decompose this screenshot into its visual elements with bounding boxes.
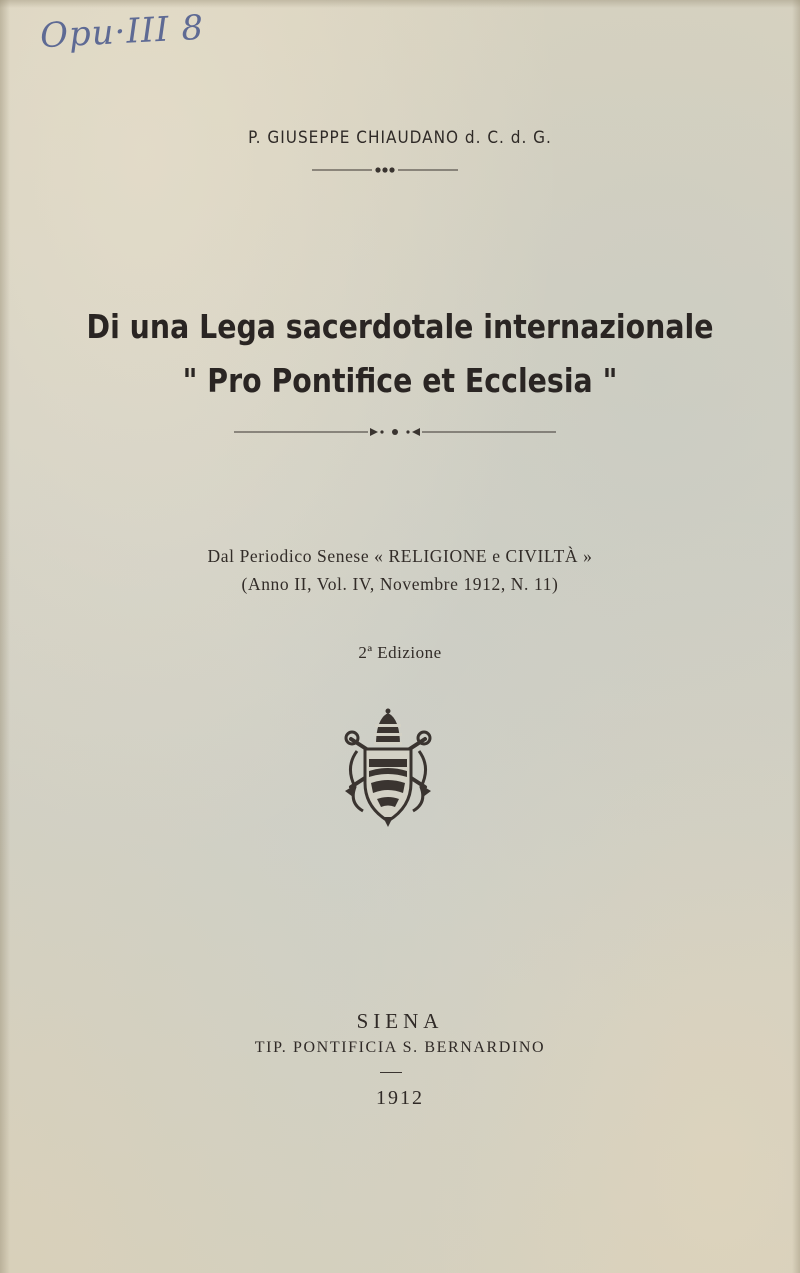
short-rule-divider <box>380 1072 402 1073</box>
papal-coat-of-arms-icon <box>343 707 433 829</box>
imprint-printer: TIP. PONTIFICIA S. BERNARDINO <box>254 1039 546 1056</box>
paper-edge-left <box>0 0 10 1273</box>
author-line: P. GIUSEPPE CHIAUDANO d. C. d. G. <box>248 128 552 148</box>
title-line-1: Di una Lega sacerdotale internazionale <box>86 307 714 346</box>
imprint-year: 1912 <box>376 1087 424 1109</box>
small-ornament-icon <box>310 162 460 178</box>
large-ornament-icon <box>230 422 560 442</box>
source-line-2: (Anno II, Vol. IV, Novembre 1912, N. 11) <box>241 574 559 594</box>
edition-label: 2ª Edizione <box>358 643 442 662</box>
paper-edge-right <box>792 0 800 1273</box>
title-block <box>56 300 744 408</box>
paper-edge-top <box>0 0 800 8</box>
handwritten-shelfmark: Opu·III 8 <box>39 7 206 57</box>
source-line-1: Dal Periodico Senese « RELIGIONE e CIVILTÀ » <box>207 546 593 566</box>
source-periodical <box>0 542 800 598</box>
imprint-city: SIENA <box>356 1009 444 1033</box>
title-line-2: " Pro Pontifice et Ecclesia " <box>182 361 618 400</box>
